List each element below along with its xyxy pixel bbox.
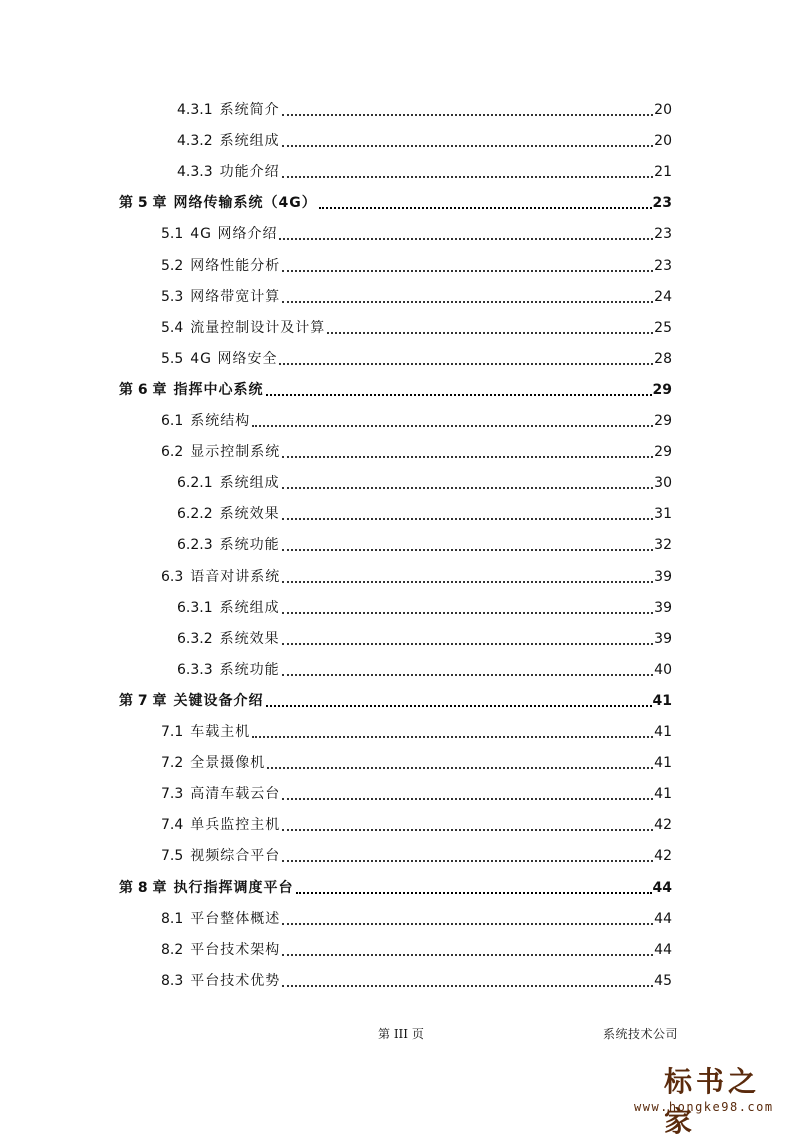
toc-entry-page: 31 — [654, 506, 672, 522]
watermark-logo: 标书之家 — [664, 1065, 761, 1138]
watermark-url: www.hongke98.com — [634, 1100, 774, 1114]
toc-entry-number: 第 5 章 — [119, 195, 167, 211]
toc-entry-number: 6.2.1 — [177, 475, 213, 491]
toc-entry-page: 39 — [654, 600, 672, 616]
toc-entry-number: 6.3 — [161, 569, 184, 585]
toc-dot-leader — [282, 454, 653, 458]
toc-entry-number: 8.1 — [161, 911, 184, 927]
toc-dot-leader — [282, 641, 654, 645]
toc-entry-page: 32 — [654, 537, 672, 553]
toc-entry[interactable] — [177, 100, 672, 120]
toc-entry-title: 全景摄像机 — [190, 755, 266, 771]
toc-entry[interactable] — [161, 349, 672, 369]
toc-entry-number: 5.1 — [161, 226, 184, 242]
toc-entry-page: 30 — [654, 475, 672, 491]
toc-entry[interactable] — [161, 940, 672, 960]
toc-entry-number: 第 8 章 — [119, 880, 167, 896]
toc-dot-leader — [252, 423, 653, 427]
toc-entry-number: 6.3.1 — [177, 600, 213, 616]
toc-entry[interactable] — [161, 971, 672, 991]
toc-entry-page: 23 — [654, 226, 672, 242]
toc-entry[interactable] — [161, 442, 672, 462]
toc-dot-leader — [282, 796, 653, 800]
toc-entry-page: 20 — [654, 133, 672, 149]
toc-dot-leader — [282, 547, 654, 551]
toc-entry-page: 41 — [654, 786, 672, 802]
toc-entry-number: 6.2.3 — [177, 537, 213, 553]
toc-entry-page: 24 — [654, 289, 672, 305]
toc-entry-title: 平台技术优势 — [190, 973, 281, 989]
toc-entry-number: 7.3 — [161, 786, 184, 802]
toc-dot-leader — [282, 143, 654, 147]
toc-entry[interactable] — [177, 660, 672, 680]
toc-entry[interactable] — [177, 473, 672, 493]
toc-entry[interactable] — [177, 535, 672, 555]
toc-entry-page: 41 — [654, 724, 672, 740]
toc-entry[interactable] — [161, 411, 672, 431]
toc-entry-title: 系统组成 — [219, 133, 280, 149]
toc-entry-number: 8.2 — [161, 942, 184, 958]
toc-entry-page: 39 — [654, 631, 672, 647]
toc-entry-title: 单兵监控主机 — [190, 817, 281, 833]
toc-entry-page: 20 — [654, 102, 672, 118]
toc-entry-page: 23 — [654, 258, 672, 274]
toc-entry-number: 6.2 — [161, 444, 184, 460]
toc-entry-title: 系统组成 — [219, 475, 280, 491]
toc-dot-leader — [282, 579, 653, 583]
toc-entry-title: 系统结构 — [190, 413, 251, 429]
toc-entry-page: 29 — [654, 444, 672, 460]
toc-entry[interactable] — [177, 504, 672, 524]
toc-dot-leader — [282, 516, 654, 520]
toc-entry[interactable] — [177, 598, 672, 618]
toc-entry-title: 车载主机 — [190, 724, 251, 740]
toc-entry-title: 系统功能 — [219, 662, 280, 678]
toc-entry[interactable] — [161, 753, 672, 773]
toc-chapter-entry[interactable] — [119, 878, 672, 898]
toc-entry-number: 6.1 — [161, 413, 184, 429]
toc-entry-title: 系统效果 — [219, 506, 280, 522]
toc-entry-number: 5.5 — [161, 351, 184, 367]
toc-entry-page: 44 — [654, 911, 672, 927]
toc-entry-page: 41 — [652, 693, 672, 709]
toc-entry-title: 功能介绍 — [219, 164, 280, 180]
toc-dot-leader — [327, 330, 653, 334]
toc-entry-number: 4.3.2 — [177, 133, 213, 149]
toc-entry-page: 45 — [654, 973, 672, 989]
toc-dot-leader — [282, 952, 653, 956]
toc-dot-leader — [267, 765, 653, 769]
toc-entry-number: 6.3.3 — [177, 662, 213, 678]
watermark — [634, 1060, 789, 1138]
toc-dot-leader — [279, 236, 653, 240]
toc-entry[interactable] — [161, 846, 672, 866]
toc-entry-title: 网络性能分析 — [190, 258, 281, 274]
toc-entry-number: 4.3.3 — [177, 164, 213, 180]
toc-entry-title: 网络传输系统（4G） — [173, 195, 317, 211]
toc-entry-page: 44 — [654, 942, 672, 958]
toc-dot-leader — [282, 827, 653, 831]
toc-entry-title: 显示控制系统 — [190, 444, 281, 460]
toc-entry[interactable] — [161, 722, 672, 742]
toc-entry[interactable] — [177, 162, 672, 182]
toc-entry-number: 7.5 — [161, 848, 184, 864]
toc-entry-title: 系统效果 — [219, 631, 280, 647]
toc-entry-number: 6.3.2 — [177, 631, 213, 647]
toc-chapter-entry[interactable] — [119, 193, 672, 213]
toc-entry-page: 21 — [654, 164, 672, 180]
toc-entry-page: 42 — [654, 817, 672, 833]
toc-dot-leader — [282, 858, 653, 862]
toc-entry-number: 7.1 — [161, 724, 184, 740]
toc-entry-title: 平台技术架构 — [190, 942, 281, 958]
toc-entry[interactable] — [161, 256, 672, 276]
toc-entry-title: 执行指挥调度平台 — [173, 880, 294, 896]
toc-entry-title: 流量控制设计及计算 — [190, 320, 326, 336]
toc-entry-number: 5.3 — [161, 289, 184, 305]
toc-dot-leader — [266, 703, 652, 707]
toc-dot-leader — [319, 205, 652, 209]
toc-entry[interactable] — [161, 287, 672, 307]
toc-entry-title: 4G 网络介绍 — [190, 226, 278, 242]
toc-entry-title: 平台整体概述 — [190, 911, 281, 927]
toc-dot-leader — [282, 610, 654, 614]
toc-dot-leader — [252, 734, 653, 738]
toc-dot-leader — [266, 392, 652, 396]
toc-entry-title: 关键设备介绍 — [173, 693, 264, 709]
toc-entry-page: 40 — [654, 662, 672, 678]
page-number: 第 III 页 — [378, 1027, 424, 1041]
toc-chapter-entry[interactable] — [119, 380, 672, 400]
toc-entry-page: 41 — [654, 755, 672, 771]
toc-entry-number: 第 7 章 — [119, 693, 167, 709]
toc-dot-leader — [282, 112, 654, 116]
toc-entry-title: 语音对讲系统 — [190, 569, 281, 585]
toc-entry-title: 系统组成 — [219, 600, 280, 616]
toc-entry-page: 23 — [652, 195, 672, 211]
toc-entry-title: 系统简介 — [219, 102, 280, 118]
toc-entry[interactable] — [161, 815, 672, 835]
toc-entry-title: 视频综合平台 — [190, 848, 281, 864]
toc-entry[interactable] — [161, 224, 672, 244]
toc-dot-leader — [282, 672, 654, 676]
toc-entry-title: 4G 网络安全 — [190, 351, 278, 367]
toc-dot-leader — [282, 485, 654, 489]
toc-dot-leader — [279, 361, 653, 365]
toc-entry-number: 4.3.1 — [177, 102, 213, 118]
toc-dot-leader — [296, 890, 652, 894]
toc-entry-number: 5.4 — [161, 320, 184, 336]
toc-dot-leader — [282, 299, 653, 303]
toc-entry-title: 高清车载云台 — [190, 786, 281, 802]
toc-entry[interactable] — [177, 131, 672, 151]
toc-dot-leader — [282, 983, 653, 987]
toc-entry-number: 5.2 — [161, 258, 184, 274]
toc-entry-title: 网络带宽计算 — [190, 289, 281, 305]
company-name: 系统技术公司 — [603, 1027, 679, 1041]
toc-dot-leader — [282, 921, 653, 925]
toc-entry-page: 44 — [652, 880, 672, 896]
toc-entry-page: 29 — [652, 382, 672, 398]
toc-entry-title: 系统功能 — [219, 537, 280, 553]
toc-entry-page: 29 — [654, 413, 672, 429]
toc-entry-title: 指挥中心系统 — [173, 382, 264, 398]
toc-entry[interactable] — [161, 784, 672, 804]
toc-entry-number: 8.3 — [161, 973, 184, 989]
toc-entry[interactable] — [161, 567, 672, 587]
toc-entry-page: 25 — [654, 320, 672, 336]
toc-entry-page: 28 — [654, 351, 672, 367]
toc-entry-number: 第 6 章 — [119, 382, 167, 398]
toc-entry-number: 7.4 — [161, 817, 184, 833]
toc-dot-leader — [282, 268, 653, 272]
toc-entry-number: 6.2.2 — [177, 506, 213, 522]
toc-entry-number: 7.2 — [161, 755, 184, 771]
toc-entry-page: 39 — [654, 569, 672, 585]
toc-entry[interactable] — [161, 909, 672, 929]
toc-entry-page: 42 — [654, 848, 672, 864]
toc-entry[interactable] — [177, 629, 672, 649]
toc-entry[interactable] — [161, 318, 672, 338]
toc-chapter-entry[interactable] — [119, 691, 672, 711]
toc-dot-leader — [282, 174, 654, 178]
